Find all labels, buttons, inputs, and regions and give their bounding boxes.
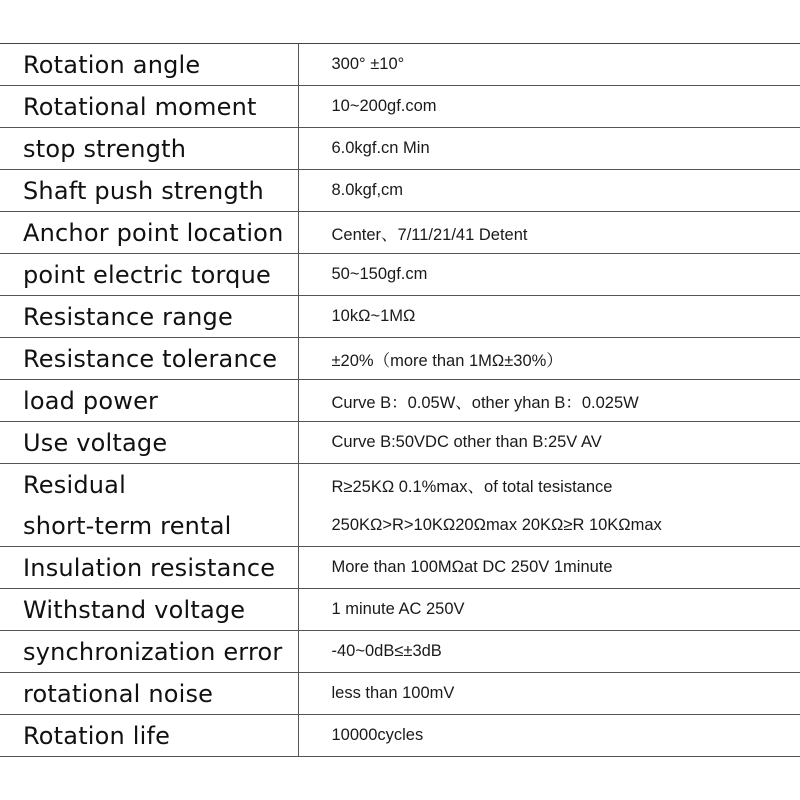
spec-label: Insulation resistance [0, 547, 298, 589]
spec-label: point electric torque [0, 254, 298, 296]
spec-value: Curve B：0.05W、other yhan B：0.025W [298, 380, 800, 422]
table-row [0, 547, 800, 589]
spec-value: 10000cycles [298, 715, 800, 757]
table-row [0, 464, 800, 506]
spec-label: short-term rental [0, 505, 298, 547]
table-row [0, 296, 800, 338]
table-row [0, 254, 800, 296]
spec-value: 1 minute AC 250V [298, 589, 800, 631]
spec-label: Anchor point location [0, 212, 298, 254]
table-row [0, 422, 800, 464]
spec-label: Resistance tolerance [0, 338, 298, 380]
spec-label: Rotational moment [0, 86, 298, 128]
table-row [0, 380, 800, 422]
spec-label: Shaft push strength [0, 170, 298, 212]
spec-label: stop strength [0, 128, 298, 170]
spec-value: 300° ±10° [298, 44, 800, 86]
spec-label: Resistance range [0, 296, 298, 338]
specification-table [0, 43, 800, 757]
spec-label: Use voltage [0, 422, 298, 464]
spec-value: less than 100mV [298, 673, 800, 715]
spec-value: 10~200gf.com [298, 86, 800, 128]
spec-label: Rotation angle [0, 44, 298, 86]
spec-value: 8.0kgf,cm [298, 170, 800, 212]
table-row [0, 673, 800, 715]
spec-label: Withstand voltage [0, 589, 298, 631]
table-row [0, 338, 800, 380]
spec-value: Curve B:50VDC other than B:25V AV [298, 422, 800, 464]
spec-value: More than 100MΩat DC 250V 1minute [298, 547, 800, 589]
table-row [0, 86, 800, 128]
table-row [0, 715, 800, 757]
spec-value: 50~150gf.cm [298, 254, 800, 296]
spec-value: Center、7/11/21/41 Detent [298, 212, 800, 254]
table-row [0, 212, 800, 254]
spec-value: R≥25KΩ 0.1%max、of total tesistance [331, 477, 613, 496]
spec-label: load power [0, 380, 298, 422]
table-row [0, 128, 800, 170]
table-row [0, 589, 800, 631]
table-row [0, 505, 800, 547]
spec-label: rotational noise [0, 673, 298, 715]
spec-value: -40~0dB≤±3dB [298, 631, 800, 673]
spec-value: ±20%（more than 1MΩ±30%） [298, 338, 800, 380]
table-row [0, 44, 800, 86]
spec-label: Rotation life [0, 715, 298, 757]
table-row [0, 631, 800, 673]
spec-value: 10kΩ~1MΩ [298, 296, 800, 338]
spec-label: Residual [0, 464, 298, 506]
spec-label: synchronization error [0, 631, 298, 673]
table-row [0, 170, 800, 212]
spec-value: 6.0kgf.cn Min [298, 128, 800, 170]
spec-value: 250KΩ>R>10KΩ20Ωmax 20KΩ≥R 10KΩmax [298, 505, 800, 547]
